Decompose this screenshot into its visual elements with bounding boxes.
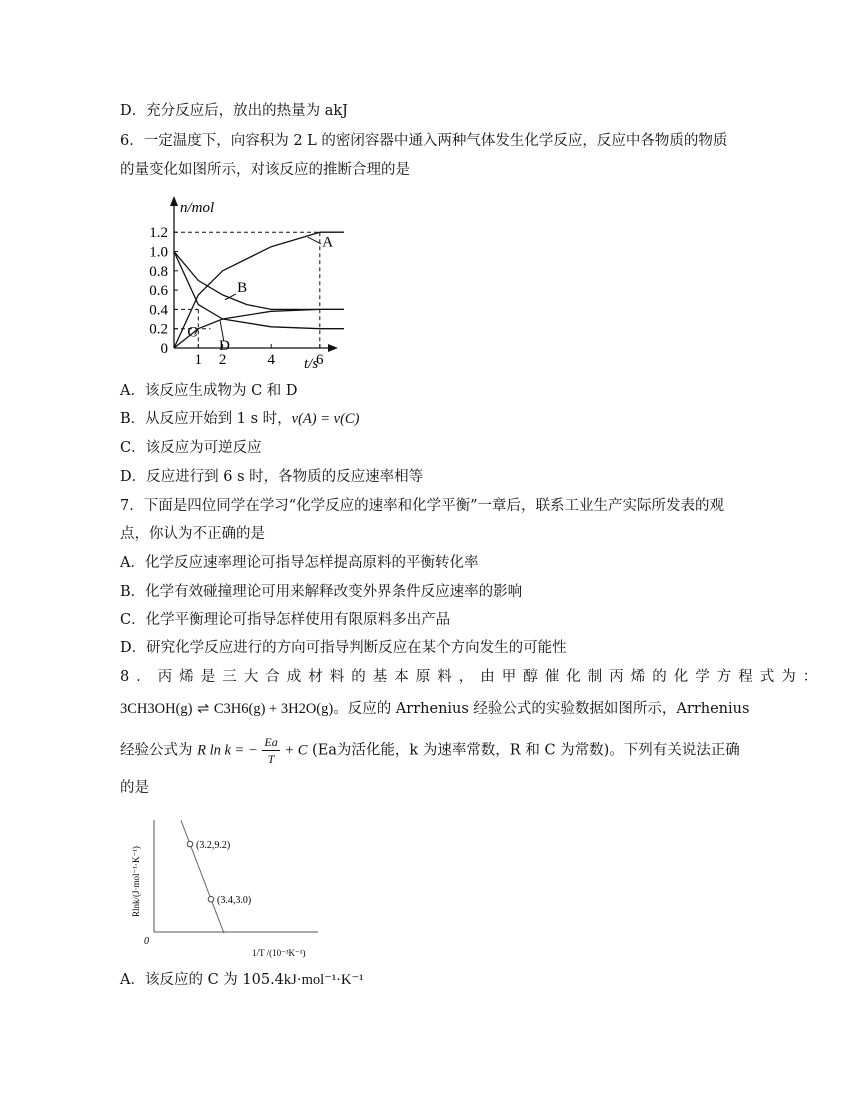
q7-stem-line2: 点，你认为不正确的是 — [120, 526, 265, 542]
fit-line — [181, 820, 224, 933]
y-tick-label: 0 — [160, 341, 168, 357]
q8-stem-line2-suffix: 。反应的 Arrhenius 经验公式的实验数据如图所示，Arrhenius — [333, 701, 750, 717]
q6-option-b-prefix: B．从反应开始到 1 s 时， — [120, 411, 292, 427]
q8-equation-left: 3CH3OH(g) — [120, 701, 193, 717]
series-line-C — [174, 252, 344, 329]
q8-chart — [128, 814, 328, 962]
y-tick-label: 0.4 — [149, 302, 168, 319]
y-tick-label: 1.2 — [149, 225, 168, 242]
series-line-A — [174, 232, 344, 348]
equilibrium-arrow-icon: ⇌ — [197, 701, 210, 717]
series-line-B — [174, 252, 344, 310]
q6-option-c: C．该反应为可逆反应 — [120, 440, 262, 456]
data-point — [208, 896, 214, 902]
q8-formula-fraction — [262, 734, 279, 767]
q5-option-d: D．充分反应后，放出的热量为 akJ — [120, 103, 348, 119]
q8-option-a — [120, 970, 364, 990]
x-axis-arrow-icon — [328, 344, 338, 352]
data-point-label: (3.2,9.2) — [196, 840, 231, 851]
y-tick-label: 0.2 — [149, 321, 168, 338]
y-tick-label: 1.0 — [149, 244, 168, 261]
q7-option-a: A．化学反应速率理论可指导怎样提高原料的平衡转化率 — [120, 555, 479, 571]
q7-option-b: B．化学有效碰撞理论可用来解释改变外界条件反应速率的影响 — [120, 584, 523, 600]
q8-stem-line4: 的是 — [120, 780, 149, 796]
y-axis-label: n/mol — [180, 200, 215, 216]
q7-option-d: D．研究化学反应进行的方向可指导判断反应在某个方向发生的可能性 — [120, 640, 567, 656]
series-label-D: D — [218, 337, 230, 354]
series-label-C: C — [187, 324, 198, 341]
x-axis-label: 1/T /(10⁻³K⁻¹) — [252, 948, 306, 958]
q8-formula-numerator: Ea — [264, 735, 278, 749]
q7-stem-line1: 7．下面是四位同学在学习“化学反应的速率和化学平衡”一章后，联系工业生产实际所发表的观 — [120, 498, 725, 514]
q8-option-a-unit: kJ·mol⁻¹·K⁻¹ — [283, 972, 364, 988]
q8-formula-denominator: T — [267, 752, 275, 766]
x-axis-label: t/s — [304, 356, 319, 372]
q8-formula-rhs: + C — [284, 742, 308, 759]
x-tick-label: 6 — [316, 352, 324, 368]
data-point — [187, 841, 193, 847]
origin-label: 0 — [144, 936, 149, 947]
q7-option-c: C．化学平衡理论可指导怎样使用有限原料多出产品 — [120, 612, 451, 628]
q6-option-d: D．反应进行到 6 s 时，各物质的反应速率相等 — [120, 469, 424, 485]
q6-option-b — [120, 409, 359, 429]
series-label-A: A — [322, 234, 334, 251]
q8-stem-line1: 8．丙烯是三大合成材料的基本原料，由甲醇催化制丙烯的化学方程式为： — [120, 669, 825, 685]
series-leader-A — [308, 237, 321, 244]
q6-option-a: A．该反应生成物为 C 和 D — [120, 383, 298, 399]
data-point-label: (3.4,3.0) — [217, 895, 252, 907]
x-tick-label: 4 — [267, 352, 275, 368]
x-tick-label: 1 — [194, 352, 203, 368]
y-tick-label: 0.6 — [149, 283, 168, 300]
q8-stem-line3-suffix: (Ea为活化能，k 为速率常数，R 和 C 为常数)。下列有关说法正确 — [312, 742, 740, 759]
q8-stem-line3-prefix: 经验公式为 — [120, 742, 193, 759]
y-tick-label: 0.8 — [149, 263, 168, 280]
q6-chart — [124, 192, 344, 372]
y-axis-arrow-icon — [170, 196, 178, 206]
q8-formula-lhs: R ln k = − — [197, 742, 258, 759]
q6-option-b-eq: v(A) = v(C) — [291, 411, 360, 427]
y-axis-label: Rlnk/(J·mol⁻¹·K⁻¹) — [131, 846, 141, 917]
q6-stem-line1: 6．一定温度下，向容积为 2 L 的密闭容器中通入两种气体发生化学反应，反应中各物质的物质 — [120, 133, 728, 149]
q8-stem-line2 — [120, 699, 749, 719]
q8-option-a-prefix: A．该反应的 C 为 105.4 — [120, 972, 284, 988]
series-label-B: B — [237, 280, 248, 297]
q6-stem-line2: 的量变化如图所示，对该反应的推断合理的是 — [120, 162, 410, 178]
q8-equation-right: C3H6(g) + 3H2O(g) — [213, 701, 334, 717]
x-tick-label: 2 — [218, 352, 227, 368]
q8-stem-line3 — [120, 734, 740, 767]
